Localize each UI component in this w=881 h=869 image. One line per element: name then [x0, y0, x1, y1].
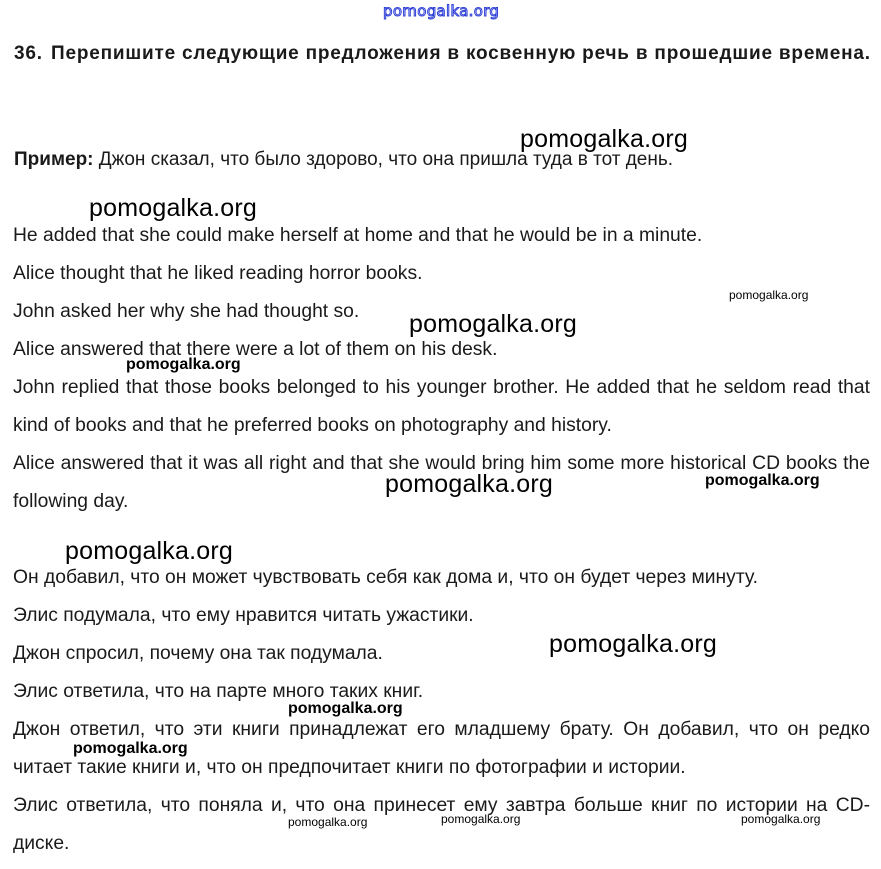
task-instruction: Перепишите следующие предложения в косвенную речь в прошедшие времена. — [51, 43, 871, 64]
watermark: pomogalka.org — [288, 815, 368, 829]
example-text: Джон сказал, что было здорово, что она пришла туда в тот день. — [98, 149, 674, 170]
watermark: pomogalka.org — [705, 472, 820, 489]
watermark: pomogalka.org — [729, 288, 809, 302]
header-watermark: pomogalka.org — [383, 2, 500, 20]
watermark: pomogalka.org — [741, 812, 821, 826]
example-label: Пример: — [14, 149, 94, 170]
task-number: 36. — [14, 43, 43, 64]
russian-line: Он добавил, что он может чувствовать себя как дома и, что он будет через минуту. — [13, 567, 758, 588]
watermark: pomogalka.org — [409, 310, 577, 338]
russian-line: Джон ответил, что эти книги принадлежат его младшему брату. Он добавил, что он редко читает такие книги и, что он предпочитает книги по фотографии и истории. — [13, 719, 870, 778]
russian-line: Элис подумала, что ему нравится читать ужастики. — [13, 605, 474, 626]
english-line: John asked her why she had thought so. — [13, 301, 360, 322]
english-line: Alice thought that he liked reading horror books. — [13, 263, 423, 284]
watermark: pomogalka.org — [441, 812, 521, 826]
watermark: pomogalka.org — [549, 630, 717, 658]
watermark: pomogalka.org — [65, 537, 233, 565]
watermark: pomogalka.org — [89, 194, 257, 222]
watermark: pomogalka.org — [288, 700, 403, 717]
watermark: pomogalka.org — [385, 470, 553, 498]
watermark: pomogalka.org — [520, 125, 688, 153]
russian-line: Элис ответила, что на парте много таких книг. — [13, 681, 424, 702]
watermark: pomogalka.org — [73, 740, 188, 757]
english-line: He added that she could make herself at home and that he would be in a minute. — [13, 225, 703, 246]
english-line: John replied that those books belonged to his younger brother. He added that he seldom read that kind of books and that he preferred books on photography and history. — [13, 377, 870, 436]
english-line: Alice answered that there were a lot of them on his desk. — [13, 339, 498, 360]
russian-line: Элис ответила, что поняла и, что она принесет ему завтра больше книг по истории на CD-диске. — [13, 795, 870, 854]
watermark: pomogalka.org — [126, 356, 241, 373]
english-line: Alice answered that it was all right and that she would bring him some more historical CD books the following day. — [13, 453, 870, 512]
russian-line: Джон спросил, почему она так подумала. — [13, 643, 383, 664]
